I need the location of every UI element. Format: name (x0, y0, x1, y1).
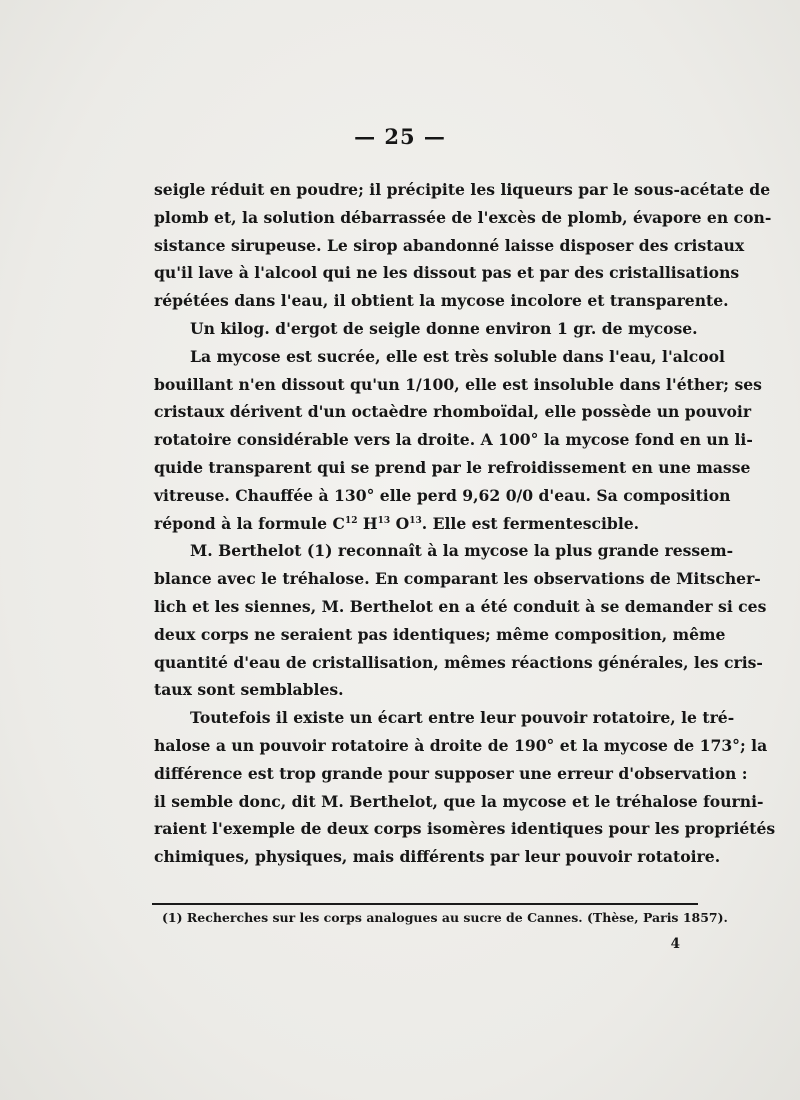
footnote: (1) Recherches sur les corps analogues au sucre de Cannes. (Thèse, Paris 1857). (162, 910, 728, 925)
formula-text-before: répond à la formule C (154, 513, 345, 533)
text-line: plomb et, la solution débarrassée de l'excès de plomb, évapore en con- (154, 207, 772, 227)
text-line: bouillant n'en dissout qu'un 1/100, elle est insoluble dans l'éther; ses (154, 374, 762, 394)
formula-line (154, 510, 696, 538)
paragraph-start: Toutefois il existe un écart entre leur pouvoir rotatoire, le tré- (190, 708, 735, 728)
text-line: chimiques, physiques, mais différents par leur pouvoir rotatoire. (154, 847, 721, 867)
text-line: cristaux dérivent d'un octaèdre rhomboïdal, elle possède un pouvoir (154, 402, 752, 422)
text-line: quide transparent qui se prend par le refroidissement en une masse (154, 457, 751, 477)
paragraph-start: Un kilog. d'ergot de seigle donne environ 1 gr. de mycose. (190, 318, 698, 338)
text-line: deux corps ne seraient pas identiques; même composition, même (154, 624, 726, 644)
text-line: rotatoire considérable vers la droite. A 100° la mycose fond en un li- (154, 430, 753, 450)
body-text (154, 176, 776, 871)
text-line: raient l'exemple de deux corps isomères identiques pour les propriétés (154, 819, 776, 839)
page-number: — 25 — (354, 124, 446, 149)
text-line: lich et les siennes, M. Berthelot en a été conduit à se demander si ces (154, 596, 767, 616)
text-line: sistance sirupeuse. Le sirop abandonné laisse disposer des cristaux (154, 235, 745, 255)
text-line: seigle réduit en poudre; il précipite les liqueurs par le sous-acétate de (154, 180, 771, 199)
paragraph-start: La mycose est sucrée, elle est très soluble dans l'eau, l'alcool (190, 346, 725, 366)
signature-mark: 4 (670, 936, 680, 952)
formula-text-after: . Elle est fermentescible. (421, 513, 640, 533)
formula-subscript: 12 (344, 515, 358, 526)
formula-text: O (390, 513, 410, 533)
paragraph-start: M. Berthelot (1) reconnaît à la mycose la plus grande ressem- (190, 541, 734, 561)
text-line: halose a un pouvoir rotatoire à droite de 190° et la mycose de 173°; la (154, 735, 768, 755)
text-line: qu'il lave à l'alcool qui ne les dissout pas et par des cristallisations (154, 263, 740, 283)
text-line: quantité d'eau de cristallisation, mêmes réactions générales, les cris- (154, 652, 763, 672)
text-line: répétées dans l'eau, il obtient la mycose incolore et transparente. (154, 291, 729, 311)
text-line: il semble donc, dit M. Berthelot, que la mycose et le tréhalose fourni- (154, 791, 764, 811)
text-line: blance avec le tréhalose. En comparant les observations de Mitscher- (154, 569, 761, 589)
text-line: différence est trop grande pour supposer une erreur d'observation : (154, 763, 748, 783)
text-line: vitreuse. Chauffée à 130° elle perd 9,62 0/0 d'eau. Sa composition (154, 485, 731, 505)
formula-text: H (357, 513, 378, 533)
formula-subscript: 13 (409, 515, 422, 526)
formula-subscript: 13 (377, 515, 391, 526)
text-line: taux sont semblables. (154, 680, 344, 700)
footnote-divider (152, 903, 698, 905)
